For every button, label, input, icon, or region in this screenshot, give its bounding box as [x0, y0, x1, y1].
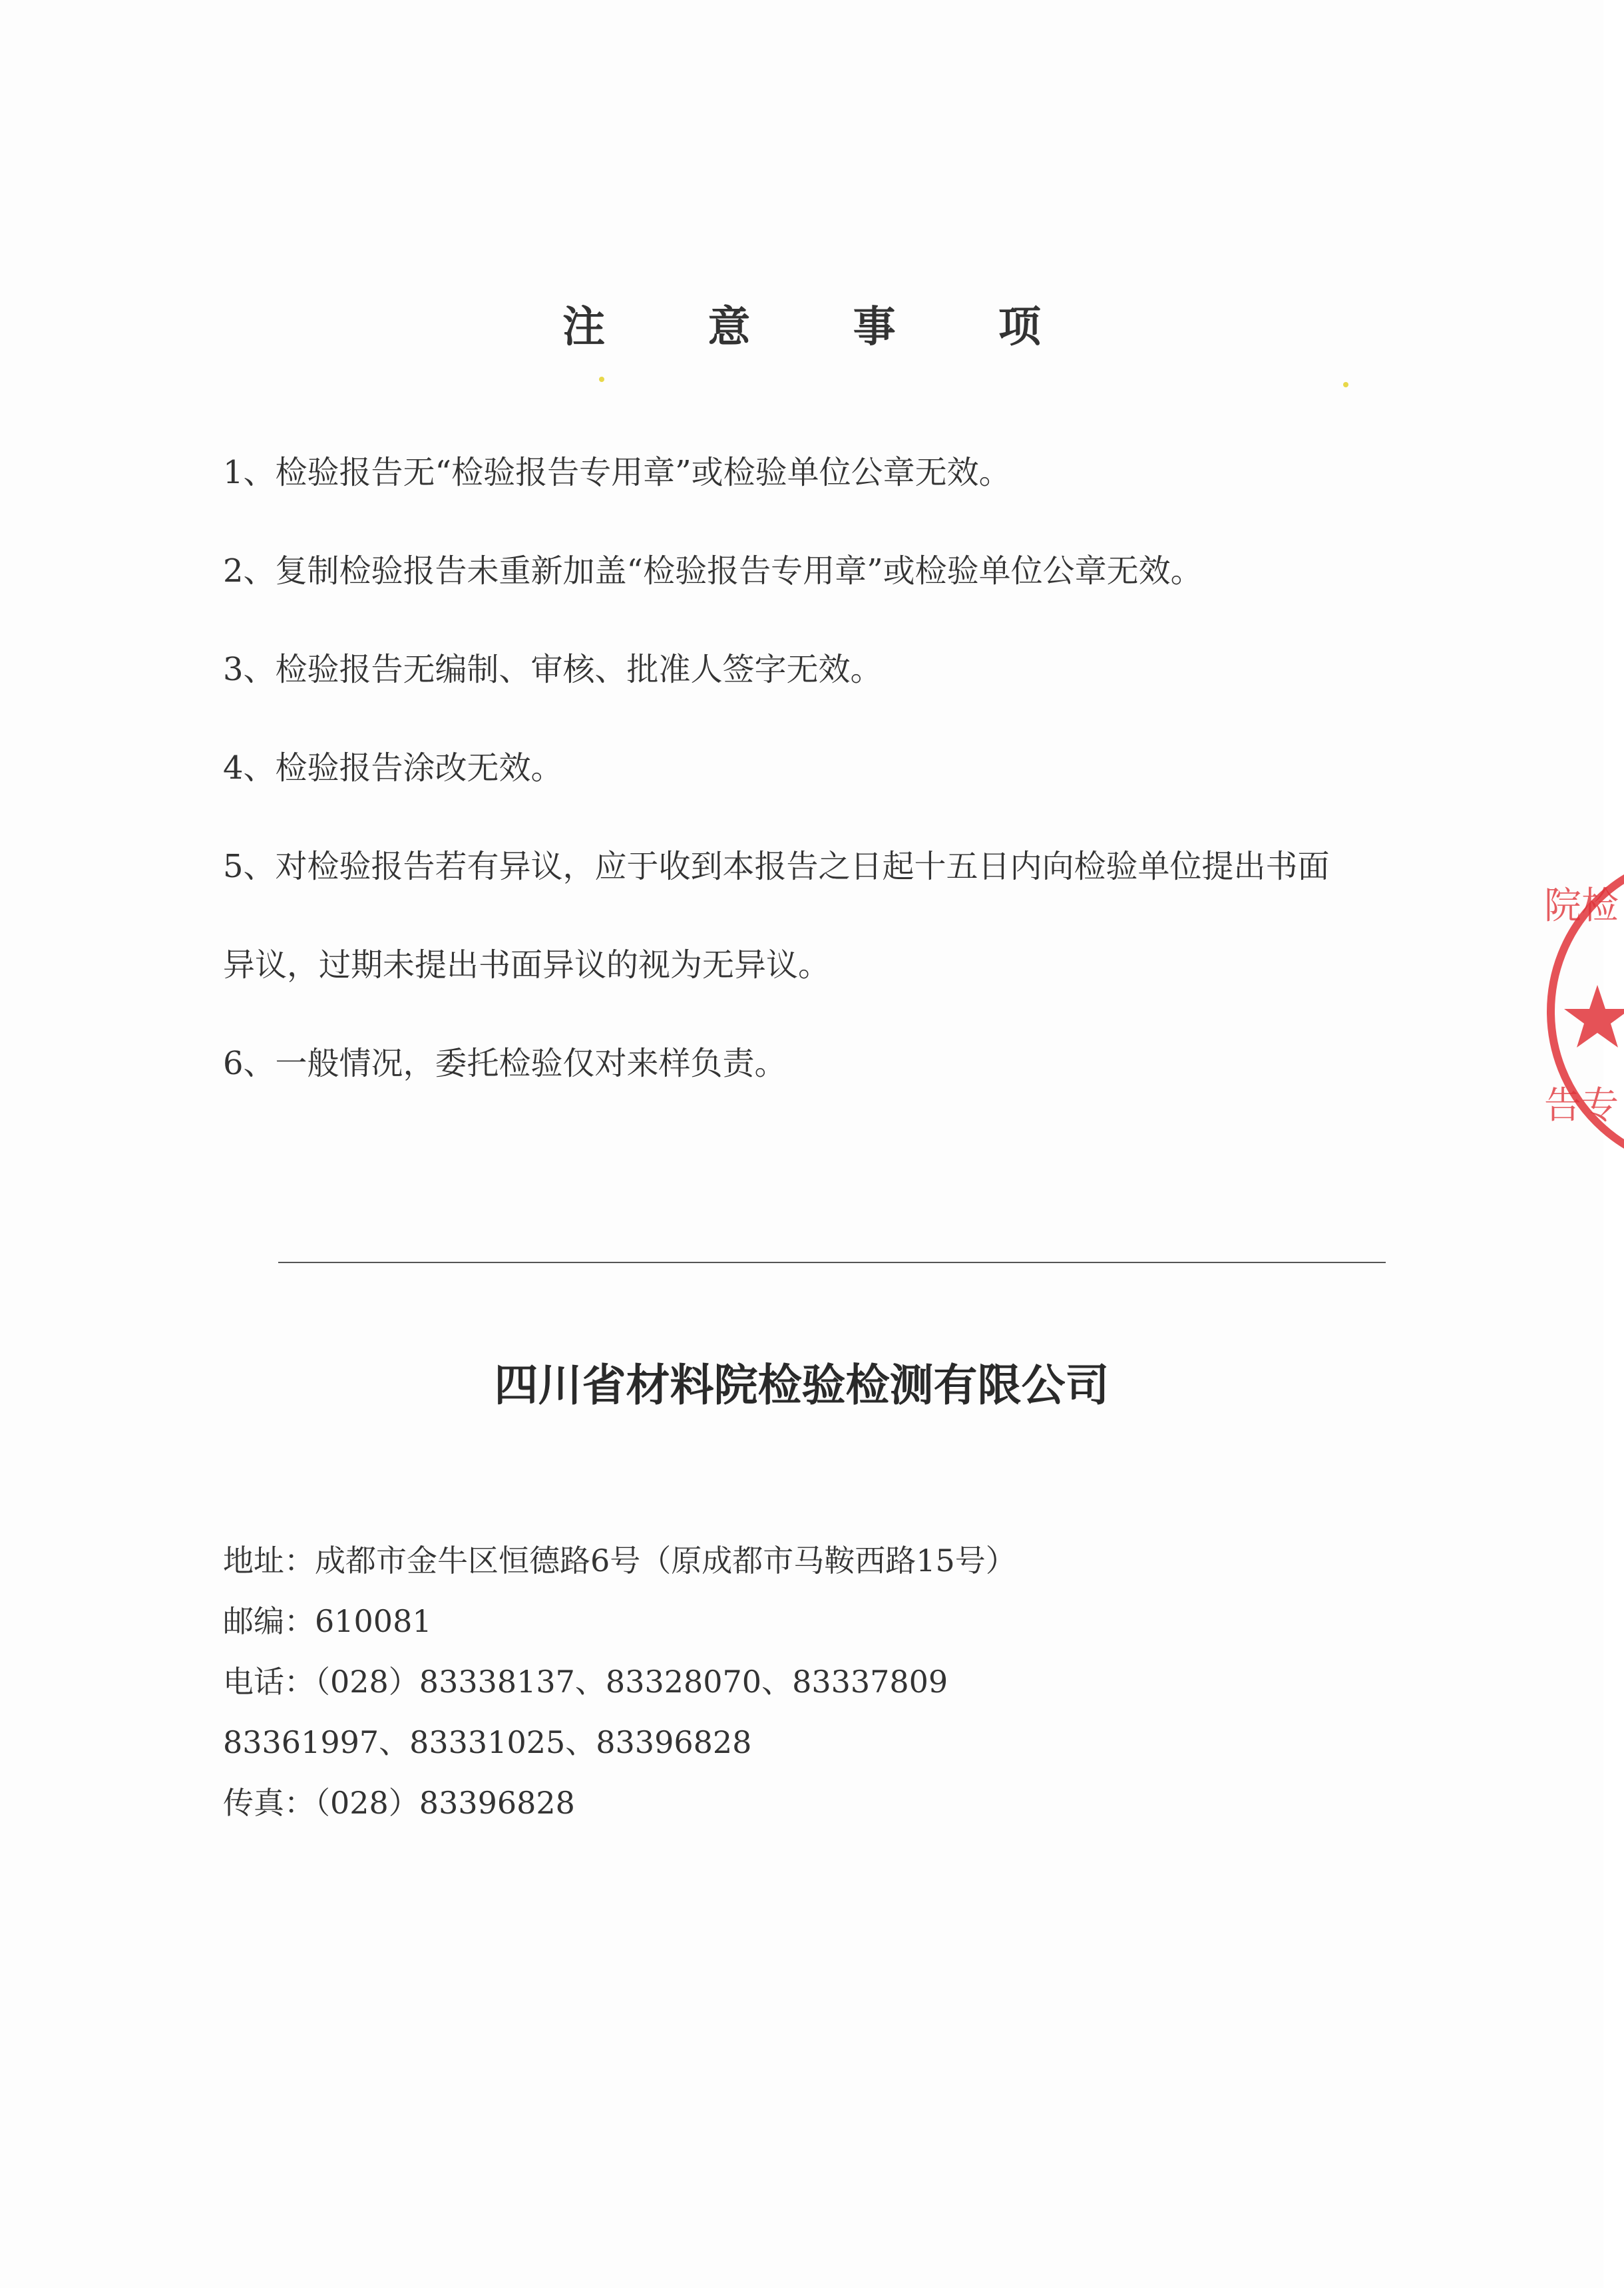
- page-title: 注 意 事 项: [562, 302, 1085, 352]
- official-seal-fragment: [1531, 852, 1624, 1171]
- note-item: [223, 847, 1421, 985]
- fax-line: 传真：（028）83396828: [223, 1785, 575, 1821]
- svg-text:院检: 院检: [1544, 884, 1619, 928]
- note-continuation: 异议，过期未提出书面异议的视为无异议。: [223, 946, 831, 984]
- contact-block: [223, 1541, 1016, 1843]
- svg-text:告专: 告专: [1544, 1084, 1619, 1127]
- note-item: 4、检验报告涂改无效。: [223, 749, 563, 787]
- speck-mark: [599, 377, 604, 382]
- seal-icon: [1531, 852, 1624, 1171]
- divider-line: [278, 1262, 1386, 1263]
- note-item: 3、检验报告无编制、审核、批准人签字无效。: [223, 651, 883, 688]
- note-item: 2、复制检验报告未重新加盖“检验报告专用章”或检验单位公章无效。: [223, 552, 1203, 590]
- postcode-line: 邮编：610081: [223, 1603, 432, 1639]
- speck-mark: [1343, 382, 1348, 387]
- phone-line: 电话：（028）83338137、83328070、83337809: [223, 1664, 948, 1700]
- address-line: 地址：成都市金牛区恒德路6号（原成都市马鞍西路15号）: [223, 1543, 1016, 1579]
- note-text: 5、对检验报告若有异议，应于收到本报告之日起十五日内向检验单位提出书面: [223, 848, 1330, 885]
- note-item: 1、检验报告无“检验报告专用章”或检验单位公章无效。: [223, 454, 1011, 491]
- company-name: 四川省材料院检验检测有限公司: [494, 1360, 1110, 1411]
- phone-line-continued: 83361997、83331025、83396828: [223, 1724, 752, 1760]
- note-item: 6、一般情况，委托检验仅对来样负责。: [223, 1045, 787, 1082]
- notes-list: [223, 453, 1421, 1142]
